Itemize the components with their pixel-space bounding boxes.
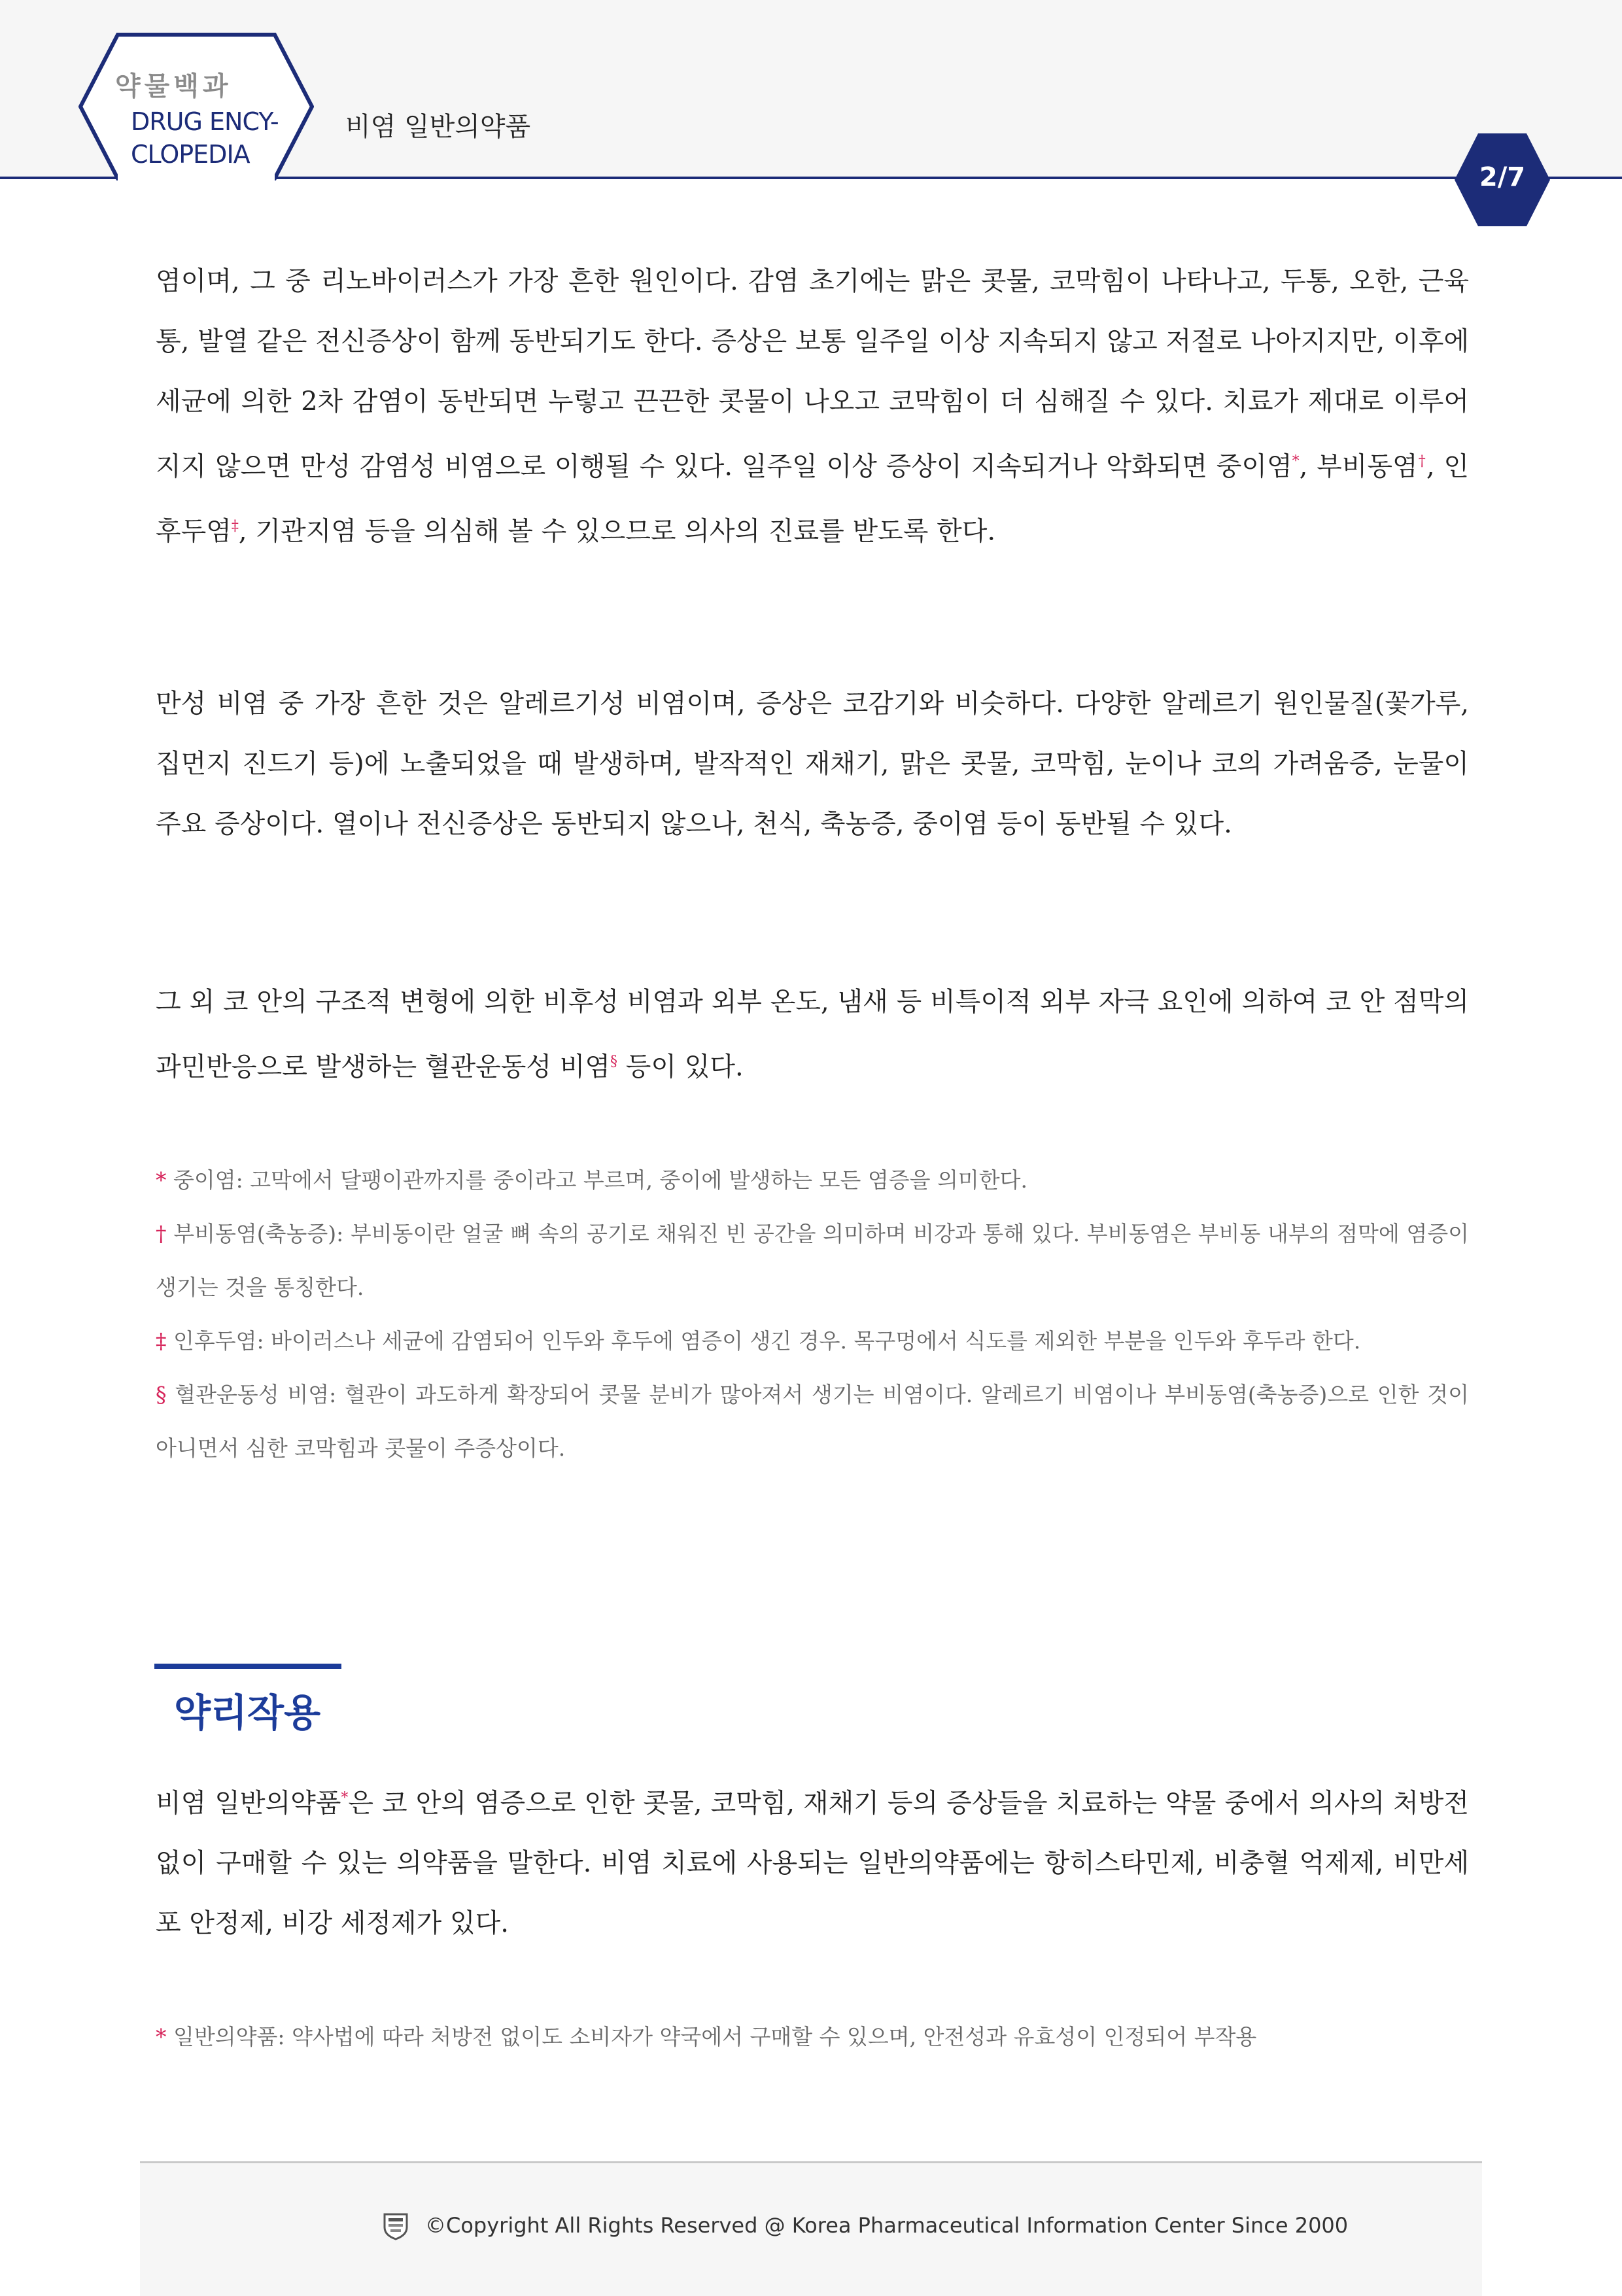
footnote-otitis bbox=[156, 1154, 1469, 1207]
paragraph-1-text-a: 염이며, 그 중 리노바이러스가 가장 흔한 원인이다. 감염 초기에는 맑은 콧물, 코막힘이 나타나고, 두통, 오한, 근육통, 발열 같은 전신증상이 함께 동반되기도 한다. 증상은 보통 일주일 이상 지속되지 않고 저절로 나아지지만, 이후에 세균에 의한 2차 감염이 동반되면 누렇고 끈끈한 콧물이 나오고 코막힘이 더 심해질 수 있다. 치료가 제대로 이루어지지 않으면 만성 감염성 비염으로 이행될 수 있다. 일주일 이상 증상이 지속되거나 악화되면 중이염 bbox=[156, 266, 1469, 482]
paragraph-2-text: 만성 비염 중 가장 흔한 것은 알레르기성 비염이며, 증상은 코감기와 비슷하다. 다양한 알레르기 원인물질(꽃가루, 집먼지 진드기 등)에 노출되었을 때 발생하며, 발작적인 재채기, 맑은 콧물, 코막힘, 눈이나 코의 가려움증, 눈물이 주요 증상이다. 열이나 전신증상은 동반되지 않으나, 천식, 축농증, 중이염 등이 동반될 수 있다. bbox=[156, 689, 1469, 839]
paragraph-1-text-c: , 인후두염 bbox=[156, 451, 1470, 547]
section-title: 약리작용 bbox=[174, 1690, 321, 1735]
footer-copyright: ©Copyright All Rights Reserved @ Korea Pharmaceutical Information Center Since 2000 bbox=[425, 2213, 1349, 2238]
section-paragraph-text-b: 은 코 안의 염증으로 인한 콧물, 코막힘, 재채기 등의 증상들을 치료하는 약물 중에서 의사의 처방전 없이 구매할 수 있는 의약품을 말한다. 비염 치료에 사용되는 일반의약품에는 항히스타민제, 비충혈 억제제, 비만세포 안정제, 비강 세정제가 있다. bbox=[156, 1788, 1469, 1939]
footnote-text: 인후두염: 바이러스나 세균에 감염되어 인두와 후두에 염증이 생긴 경우. 목구멍에서 식도를 제외한 부분을 인두와 후두라 한다. bbox=[166, 1328, 1361, 1354]
emblem-icon bbox=[381, 2210, 411, 2240]
paragraph-3-text-b: 등이 있다. bbox=[617, 1052, 744, 1082]
logo-korean: 약물백과 bbox=[115, 71, 232, 101]
paragraph-3-text-a: 그 외 코 안의 구조적 변형에 의한 비후성 비염과 외부 온도, 냄새 등 비특이적 외부 자극 요인에 의하여 코 안 점막의 과민반응으로 발생하는 혈관운동성 비염 bbox=[156, 987, 1469, 1082]
footnote-ref-otitis: * bbox=[1292, 453, 1300, 470]
footnote-ref-otc: * bbox=[341, 1790, 349, 1806]
footnote-mark: § bbox=[156, 1382, 167, 1407]
footnote-mark: ‡ bbox=[156, 1328, 167, 1354]
footnote-sinusitis bbox=[156, 1207, 1469, 1314]
paragraph-1-text-d: , 기관지염 등을 의심해 볼 수 있으므로 의사의 진료를 받도록 한다. bbox=[238, 516, 996, 547]
footnote-mark: * bbox=[156, 1167, 167, 1193]
paragraph-1-text-b: , 부비동염 bbox=[1299, 451, 1418, 482]
footnote-otc bbox=[156, 2010, 1469, 2064]
section-underline bbox=[154, 1664, 341, 1669]
footnote-laryngitis bbox=[156, 1314, 1469, 1368]
footnotes bbox=[156, 1154, 1469, 1475]
header-title: 비염 일반의약품 bbox=[345, 112, 531, 142]
paragraph-2 bbox=[156, 674, 1469, 854]
paragraph-3 bbox=[156, 972, 1469, 1097]
footnote-mark: † bbox=[156, 1221, 167, 1246]
logo-line-2: CLOPEDIA bbox=[131, 140, 250, 169]
footnote-text: 부비동염(축농증): 부비동이란 얼굴 뼈 속의 공기로 채워진 빈 공간을 의미하며 비강과 통해 있다. 부비동염은 부비동 내부의 점막에 염증이 생기는 것을 통칭한다. bbox=[156, 1221, 1469, 1300]
footnote-vasomotor bbox=[156, 1368, 1469, 1475]
page-number: 2/7 bbox=[1479, 162, 1526, 192]
section-paragraph-text-a: 비염 일반의약품 bbox=[156, 1788, 341, 1819]
footnote-ref-sinusitis: † bbox=[1417, 453, 1426, 470]
footnote-ref-vasomotor: § bbox=[610, 1054, 618, 1070]
paragraph-1 bbox=[156, 251, 1469, 562]
footnote-text: 혈관운동성 비염: 혈관이 과도하게 확장되어 콧물 분비가 많아져서 생기는 비염이다. 알레르기 비염이나 부비동염(축농증)으로 인한 것이 아니면서 심한 코막힘과 콧물이 주증상이다. bbox=[156, 1382, 1469, 1461]
section-paragraph bbox=[156, 1768, 1469, 1953]
footnote-mark: * bbox=[156, 2024, 167, 2049]
footnote-ref-laryngitis: ‡ bbox=[231, 518, 239, 535]
footnote-text: 중이염: 고막에서 달팽이관까지를 중이라고 부르며, 중이에 발생하는 모든 염증을 의미한다. bbox=[166, 1167, 1027, 1193]
footnote-text: 일반의약품: 약사법에 따라 처방전 없이도 소비자가 약국에서 구매할 수 있으며, 안전성과 유효성이 인정되어 부작용 bbox=[166, 2024, 1257, 2049]
logo-line-1: DRUG ENCY- bbox=[131, 107, 279, 136]
